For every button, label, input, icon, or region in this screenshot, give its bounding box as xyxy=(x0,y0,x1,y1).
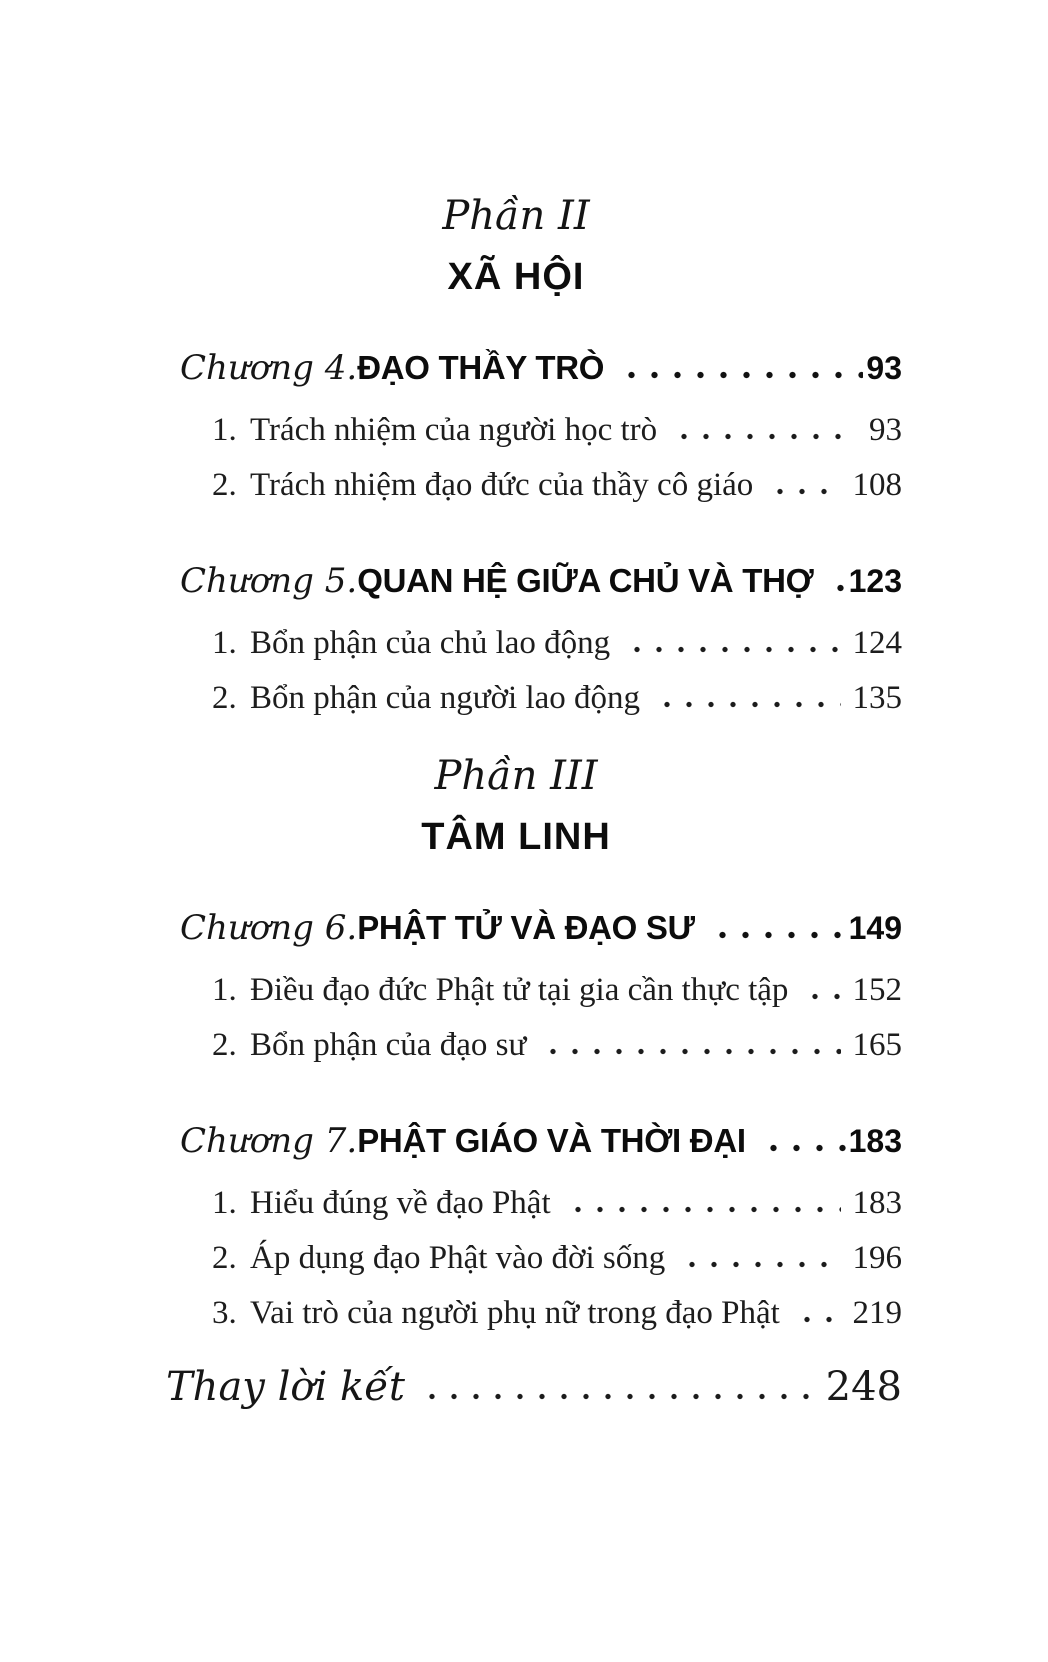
item-title: Vai trò của người phụ nữ trong đạo Phật xyxy=(250,1295,780,1331)
chapter-label: Chương 6. xyxy=(180,908,358,948)
item-number: 1. xyxy=(212,625,237,661)
chapter-label: Chương 7. xyxy=(180,1121,358,1161)
item-title: Trách nhiệm của người học trò xyxy=(250,412,658,448)
toc-item-row xyxy=(180,403,902,458)
toc-item-row xyxy=(180,1176,902,1231)
toc-chapter-row xyxy=(180,340,902,395)
chapter-group xyxy=(180,340,902,513)
chapter-title: ĐẠO THẦY TRÒ xyxy=(357,349,605,386)
dot-leader xyxy=(761,488,840,495)
item-title: Bổn phận của chủ lao động xyxy=(250,625,611,661)
chapter-page-number: 183 xyxy=(848,1123,902,1159)
item-title: Áp dụng đạo Phật vào đời sống xyxy=(250,1240,666,1276)
item-page-number: 183 xyxy=(852,1185,902,1221)
item-page-number: 165 xyxy=(852,1027,902,1063)
toc-item-row xyxy=(180,458,902,513)
dot-leader xyxy=(673,1261,840,1268)
item-page-number: 124 xyxy=(852,625,902,661)
item-title: Điều đạo đức Phật tử tại gia cần thực tập xyxy=(250,972,789,1008)
part-title: TÂM LINH xyxy=(421,816,611,858)
item-page-number: 93 xyxy=(869,412,902,448)
item-page-number: 196 xyxy=(852,1240,902,1276)
part-title: XÃ HỘI xyxy=(447,256,585,298)
dot-leader xyxy=(648,701,840,708)
dot-leader xyxy=(665,433,857,440)
toc-item-row xyxy=(180,616,902,671)
toc-item-row xyxy=(180,1231,902,1286)
item-page-number: 219 xyxy=(852,1295,902,1331)
item-title: Hiểu đúng về đạo Phật xyxy=(250,1185,551,1221)
toc-chapter-row xyxy=(180,553,902,608)
item-number: 1. xyxy=(212,972,237,1008)
item-number: 3. xyxy=(212,1295,237,1331)
toc-item-row xyxy=(180,1286,902,1341)
item-page-number: 135 xyxy=(852,680,902,716)
dot-leader xyxy=(703,931,846,939)
toc-chapter-row xyxy=(180,1113,902,1168)
chapter-page-number: 93 xyxy=(866,350,902,386)
dot-leader xyxy=(821,584,845,592)
item-page-number: 108 xyxy=(852,467,902,503)
part-section-2 xyxy=(180,192,902,726)
chapter-label: Chương 5. xyxy=(180,561,358,601)
toc-chapter-row xyxy=(180,900,902,955)
toc-item-row xyxy=(180,963,902,1018)
toc-item-row xyxy=(180,1018,902,1073)
item-title: Trách nhiệm đạo đức của thầy cô giáo xyxy=(250,467,754,503)
chapter-title: PHẬT GIÁO VÀ THỜI ĐẠI xyxy=(357,1122,746,1159)
item-number: 2. xyxy=(212,1240,237,1276)
chapter-group xyxy=(180,1113,902,1341)
part-section-3 xyxy=(180,752,902,1341)
item-page-number: 152 xyxy=(852,972,902,1008)
part-label: Phần II xyxy=(442,193,590,239)
item-number: 2. xyxy=(212,680,237,716)
footer-page-number: 248 xyxy=(825,1364,902,1410)
item-number: 2. xyxy=(212,1027,237,1063)
item-number: 1. xyxy=(212,1185,237,1221)
chapter-group xyxy=(180,553,902,726)
dot-leader xyxy=(413,1393,814,1400)
dot-leader xyxy=(754,1144,846,1152)
chapter-label: Chương 4. xyxy=(180,348,358,388)
toc-item-row xyxy=(180,671,902,726)
dot-leader xyxy=(796,993,840,1000)
chapter-page-number: 123 xyxy=(848,563,902,599)
part-heading xyxy=(180,192,852,300)
dot-leader xyxy=(788,1316,841,1323)
chapter-title: PHẬT TỬ VÀ ĐẠO SƯ xyxy=(357,909,695,946)
chapter-title: QUAN HỆ GIỮA CHỦ VÀ THỢ xyxy=(357,562,814,599)
part-heading xyxy=(180,752,852,860)
item-title: Bổn phận của người lao động xyxy=(250,680,641,716)
chapter-group xyxy=(180,900,902,1073)
part-label: Phần III xyxy=(434,753,598,799)
dot-leader xyxy=(618,646,840,653)
chapter-page-number: 149 xyxy=(848,910,902,946)
footer-label: Thay lời kết xyxy=(166,1364,405,1410)
item-title: Bổn phận của đạo sư xyxy=(250,1027,527,1063)
dot-leader xyxy=(559,1206,841,1213)
dot-leader xyxy=(612,371,863,379)
dot-leader xyxy=(534,1048,840,1055)
item-number: 2. xyxy=(212,467,237,503)
toc-footer-row xyxy=(166,1357,902,1417)
item-number: 1. xyxy=(212,412,237,448)
